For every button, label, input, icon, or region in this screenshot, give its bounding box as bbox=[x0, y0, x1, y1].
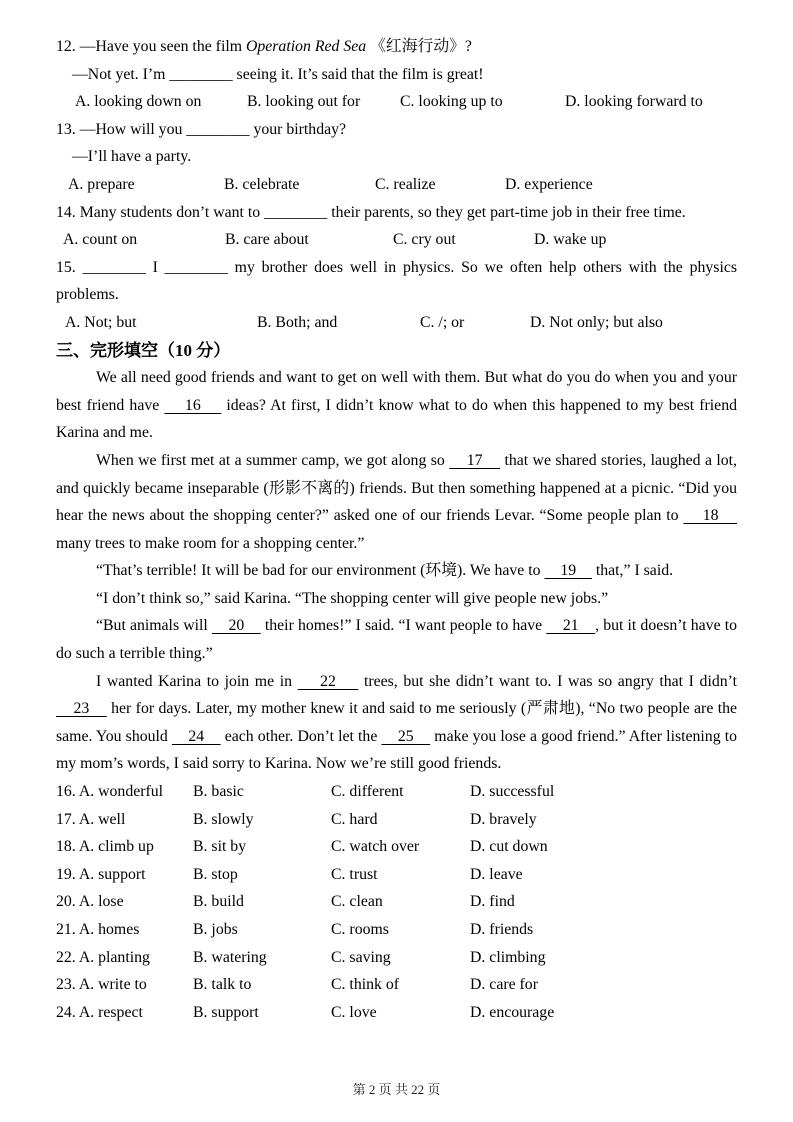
cloze-22-c: C. saving bbox=[331, 948, 391, 966]
cloze-p4-text: “I don’t think so,” said Karina. “The shopping center will give people new jobs.” bbox=[96, 589, 609, 607]
cloze-21-b: B. jobs bbox=[193, 921, 238, 938]
cloze-19-b: B. stop bbox=[193, 865, 238, 883]
numbered-blank-25: 25 bbox=[381, 727, 431, 745]
question-13-reply-text: —I’ll have a party. bbox=[72, 148, 192, 166]
q13-option-b: B. celebrate bbox=[224, 175, 300, 193]
cloze-23-c: C. think of bbox=[331, 976, 400, 994]
cloze-21-a: 21. A. homes bbox=[56, 921, 140, 938]
numbered-blank-16: 16 bbox=[164, 396, 222, 414]
cloze-19-a: 19. A. support bbox=[56, 865, 146, 883]
cloze-p1-text: We all need good friends and want to get on well with them. But what do you do when you and your best friend have bbox=[56, 369, 737, 414]
page-number: 第 2 页 共 22 页 bbox=[352, 1082, 441, 1097]
answer-blank-12: ________ bbox=[169, 65, 233, 83]
question-15-stem-mid: I bbox=[145, 258, 165, 276]
cloze-options-row-19 bbox=[56, 861, 737, 889]
cloze-options-row-24 bbox=[56, 999, 737, 1027]
cloze-19-d: D. leave bbox=[470, 865, 523, 883]
question-14-options bbox=[56, 226, 737, 254]
numbered-blank-20: 20 bbox=[211, 617, 261, 635]
cloze-p6-mid3: each other. Don’t let the bbox=[220, 727, 382, 745]
cloze-17-d: D. bravely bbox=[470, 810, 537, 828]
page-footer bbox=[0, 1082, 793, 1098]
cloze-options-row-23 bbox=[56, 971, 737, 999]
cloze-options-row-22 bbox=[56, 944, 737, 972]
cloze-16-a: 16. A. wonderful bbox=[56, 783, 164, 801]
cloze-18-c: C. watch over bbox=[331, 838, 420, 856]
cloze-paragraph-5 bbox=[56, 612, 737, 667]
question-12-stem bbox=[56, 33, 737, 61]
question-12-options bbox=[56, 88, 737, 116]
question-12-reply-text: —Not yet. I’m bbox=[72, 65, 170, 83]
cloze-p6-mid2: her for days. Later, my mother knew it and said to me seriously (严肃地), “No two people are the same. You should bbox=[56, 700, 737, 745]
numbered-blank-19: 19 bbox=[544, 562, 592, 580]
cloze-p3-text: “That’s terrible! It will be bad for our environment (环境). We have to bbox=[96, 562, 545, 580]
cloze-options-row-20 bbox=[56, 888, 737, 916]
cloze-24-c: C. love bbox=[331, 1003, 377, 1021]
question-12-reply-tail: seeing it. It’s said that the film is great! bbox=[232, 65, 484, 83]
cloze-23-a: 23. A. write to bbox=[56, 976, 147, 994]
answer-blank-15b: ________ bbox=[164, 258, 228, 276]
question-12-reply bbox=[56, 61, 737, 89]
cloze-23-d: D. care for bbox=[470, 976, 538, 994]
q15-option-b: B. Both; and bbox=[257, 313, 338, 331]
cloze-20-c: C. clean bbox=[331, 893, 383, 911]
question-14-stem-tail: their parents, so they get part-time job in their free time. bbox=[327, 203, 686, 221]
cloze-p2-text: When we first met at a summer camp, we got along so bbox=[96, 451, 450, 469]
q13-option-a: A. prepare bbox=[68, 175, 135, 193]
numbered-blank-24: 24 bbox=[171, 727, 221, 745]
answer-blank-15a: ________ bbox=[82, 258, 146, 276]
numbered-blank-18: 18 bbox=[683, 507, 737, 525]
cloze-24-a: 24. A. respect bbox=[56, 1003, 143, 1021]
q14-option-b: B. care about bbox=[225, 231, 309, 249]
question-13-stem-tail: your birthday? bbox=[249, 120, 347, 138]
film-title-italic: Operation Red Sea bbox=[245, 38, 367, 55]
cloze-17-a: 17. A. well bbox=[56, 810, 126, 828]
cloze-passage bbox=[56, 364, 737, 778]
q13-option-d: D. experience bbox=[505, 175, 593, 193]
question-15-number: 15. bbox=[56, 258, 83, 276]
numbered-blank-21: 21 bbox=[546, 617, 596, 635]
q13-option-c: C. realize bbox=[375, 175, 436, 193]
numbered-blank-23: 23 bbox=[56, 700, 107, 718]
question-13-options bbox=[56, 171, 737, 199]
cloze-options-row-21 bbox=[56, 916, 737, 944]
question-13-stem-text: 13. —How will you bbox=[56, 120, 187, 138]
question-12-stem-text: 12. —Have you seen the film bbox=[56, 38, 246, 55]
cloze-options-row-17 bbox=[56, 806, 737, 834]
cloze-18-a: 18. A. climb up bbox=[56, 838, 154, 856]
question-14 bbox=[56, 199, 737, 254]
q14-option-c: C. cry out bbox=[393, 231, 456, 249]
question-15-options bbox=[56, 309, 737, 337]
cloze-20-d: D. find bbox=[470, 893, 515, 911]
cloze-16-c: C. different bbox=[331, 783, 404, 801]
cloze-p2-mid: that we shared stories, laughed a lot, and quickly became inseparable (形影不离的) friends. But then something happened at a picnic. “Did you hear the news about the shopping center?” asked one of our friends Levar. “Some people plan to bbox=[56, 451, 737, 525]
cloze-p1-tail: ideas? At first, I didn’t know what to do when this happened to my best friend Karina and me. bbox=[56, 396, 737, 442]
q12-option-d: D. looking forward to bbox=[565, 93, 703, 111]
numbered-blank-17: 17 bbox=[449, 451, 501, 469]
question-12-stem-tail: 《红海行动》? bbox=[366, 38, 472, 55]
cloze-24-b: B. support bbox=[193, 1003, 259, 1021]
question-13 bbox=[56, 116, 737, 199]
cloze-21-c: C. rooms bbox=[331, 921, 389, 938]
question-13-reply bbox=[56, 143, 737, 171]
cloze-p6-mid1: trees, but she didn’t want to. I was so angry that I didn’t bbox=[358, 672, 738, 690]
question-14-stem bbox=[56, 199, 737, 227]
cloze-p5-text: “But animals will bbox=[96, 617, 212, 635]
cloze-17-b: B. slowly bbox=[193, 810, 254, 828]
question-13-stem bbox=[56, 116, 737, 144]
q12-option-b: B. looking out for bbox=[247, 93, 361, 111]
cloze-22-b: B. watering bbox=[193, 948, 267, 966]
answer-blank-14: ________ bbox=[264, 203, 328, 221]
cloze-20-b: B. build bbox=[193, 893, 244, 911]
cloze-16-b: B. basic bbox=[193, 783, 244, 801]
cloze-options-row-16 bbox=[56, 778, 737, 806]
cloze-18-b: B. sit by bbox=[193, 838, 247, 856]
cloze-24-d: D. encourage bbox=[470, 1003, 555, 1021]
question-15-stem-tail: my brother does well in physics. So we often help others with the physics problems. bbox=[56, 258, 737, 304]
q14-option-a: A. count on bbox=[63, 231, 138, 249]
q12-option-a: A. looking down on bbox=[75, 93, 202, 111]
cloze-p2-tail: many trees to make room for a shopping center.” bbox=[56, 534, 365, 552]
cloze-p6-tail: make you lose a good friend.” After listening to my mom’s words, I said sorry to Karina. Now we’re still good friends. bbox=[56, 727, 737, 773]
cloze-17-c: C. hard bbox=[331, 810, 378, 828]
cloze-paragraph-4 bbox=[56, 585, 737, 613]
cloze-options-row-18 bbox=[56, 833, 737, 861]
section-3-heading: 三、完形填空（10 分） bbox=[56, 340, 231, 360]
q12-option-c: C. looking up to bbox=[400, 93, 503, 111]
cloze-paragraph-1 bbox=[56, 364, 737, 447]
q15-option-d: D. Not only; but also bbox=[530, 313, 663, 331]
answer-blank-13: ________ bbox=[186, 120, 250, 138]
question-15 bbox=[56, 254, 737, 337]
question-14-stem-text: 14. Many students don’t want to bbox=[56, 203, 265, 221]
cloze-22-d: D. climbing bbox=[470, 948, 546, 966]
cloze-paragraph-6 bbox=[56, 668, 737, 778]
cloze-22-a: 22. A. planting bbox=[56, 948, 150, 966]
cloze-p5-tail: , but it doesn’t have to do such a terrible thing.” bbox=[56, 617, 738, 663]
cloze-paragraph-3 bbox=[56, 557, 737, 585]
cloze-p6-text: I wanted Karina to join me in bbox=[96, 672, 298, 690]
question-12 bbox=[56, 33, 737, 116]
q15-option-c: C. /; or bbox=[420, 313, 465, 331]
cloze-23-b: B. talk to bbox=[193, 976, 252, 994]
cloze-18-d: D. cut down bbox=[470, 838, 548, 856]
q14-option-d: D. wake up bbox=[534, 231, 607, 249]
question-15-stem bbox=[56, 254, 737, 309]
numbered-blank-22: 22 bbox=[297, 672, 359, 690]
cloze-paragraph-2 bbox=[56, 447, 737, 557]
cloze-16-d: D. successful bbox=[470, 783, 555, 801]
q15-option-a: A. Not; but bbox=[65, 313, 137, 331]
cloze-p5-mid: their homes!” I said. “I want people to have bbox=[260, 617, 547, 635]
cloze-21-d: D. friends bbox=[470, 921, 534, 938]
cloze-options-table bbox=[56, 778, 737, 1026]
cloze-p3-tail: that,” I said. bbox=[591, 562, 674, 580]
cloze-19-c: C. trust bbox=[331, 865, 378, 883]
cloze-20-a: 20. A. lose bbox=[56, 893, 124, 911]
